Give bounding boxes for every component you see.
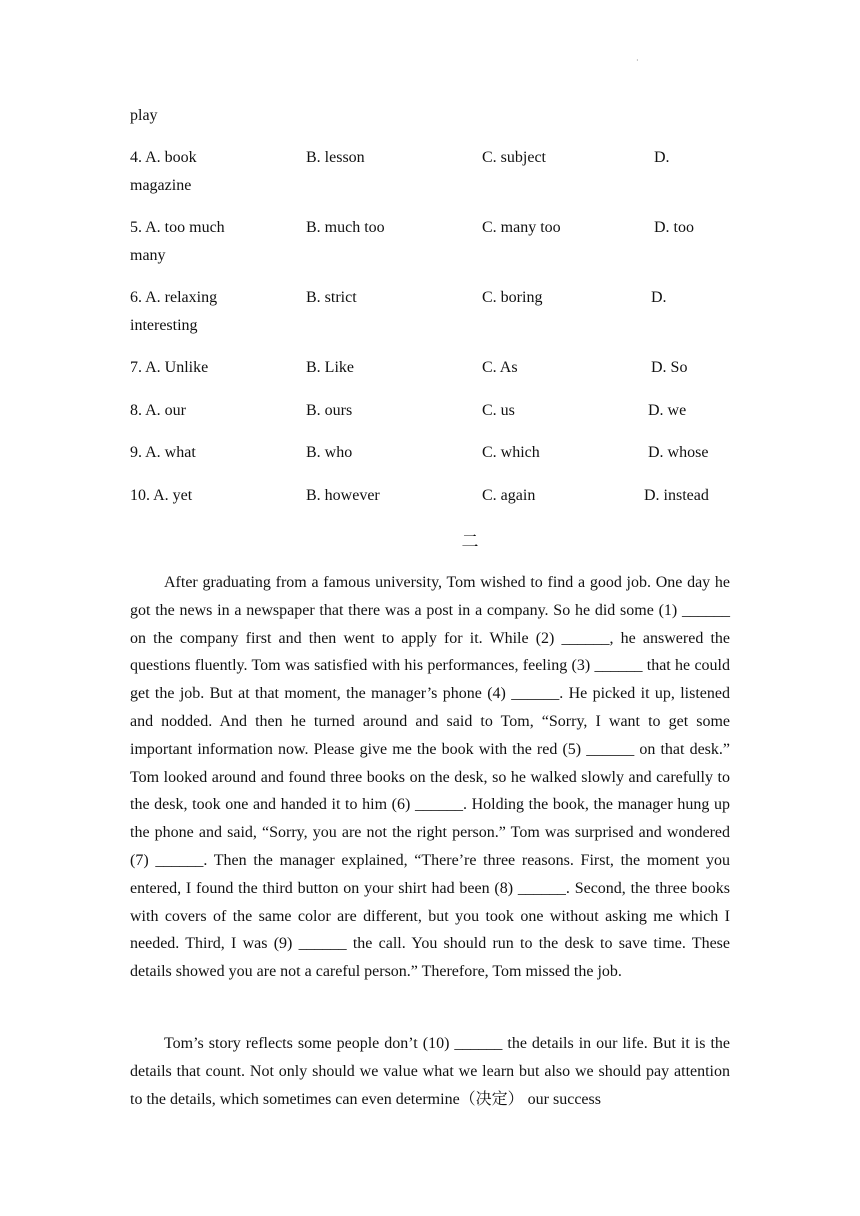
q9-option-a: 9. A. what <box>130 444 196 461</box>
q5-option-b: B. much too <box>306 219 385 236</box>
q9-option-c: C. which <box>482 444 540 461</box>
q6-option-d: D. <box>651 289 667 306</box>
q7-option-c: C. As <box>482 359 518 376</box>
q7-option-b: B. Like <box>306 359 354 376</box>
passage-paragraph-2: Tom’s story reflects some people don’t (10) ______ the details in our life. But it is the details that count. Not only should we value what we learn but also we should pay attention to the details, which sometimes can even determine（决定） our success <box>130 1035 730 1108</box>
passage-paragraph-1: After graduating from a famous university, Tom wished to find a good job. One day he got the news in a newspaper that there was a post in a company. So he did some (1) ______ on the company first and then went to apply for it. While (2) ______, he answered the questions fluently. Tom was satisfied with his performances, feeling (3) ______ that he could get the job. But at that moment, the manager’s phone (4) ______. He picked it up, listened and nodded. And then he turned around and said to Tom, “Sorry, I want to get some important information now. Please give me the book with the red (5) ______ on that desk.” Tom looked around and found three books on the desk, so he walked slowly and carefully to the desk, took one and handed it to him (6) ______. Holding the book, the manager hung up the phone and said, “Sorry, you are not the right person.” Tom was surprised and wondered (7) ______. Then the manager explained, “There’re three reasons. First, the moment you entered, I found the third button on your shirt had been (8) ______. Second, the three books with covers of the same color are different, but you took one without asking me which I needed. Third, I was (9) ______ the call. You should run to the desk to save time. These details showed you are not a careful person.” Therefore, Tom missed the job. <box>130 574 730 981</box>
q4-option-d-wrap: magazine <box>130 177 192 194</box>
q5-option-d: D. too <box>654 219 694 236</box>
q8-option-d: D. we <box>648 402 687 419</box>
q6-option-a: 6. A. relaxing <box>130 289 218 306</box>
q8-option-c: C. us <box>482 402 515 419</box>
q5-option-c: C. many too <box>482 219 561 236</box>
q10-option-d: D. instead <box>644 487 709 504</box>
section-heading: 二 <box>461 532 479 551</box>
q7-option-d: D. So <box>651 359 688 376</box>
q8-option-b: B. ours <box>306 402 353 419</box>
carry-over-text: play <box>130 107 158 124</box>
q9-option-b: B. who <box>306 444 353 461</box>
q5-option-a: 5. A. too much <box>130 219 225 236</box>
q5-option-d-wrap: many <box>130 247 166 264</box>
q10-option-a: 10. A. yet <box>130 487 193 504</box>
q4-option-b: B. lesson <box>306 149 365 166</box>
q6-option-b: B. strict <box>306 289 357 306</box>
q9-option-d: D. whose <box>648 444 709 461</box>
q6-option-c: C. boring <box>482 289 543 306</box>
q8-option-a: 8. A. our <box>130 402 186 419</box>
q10-option-c: C. again <box>482 487 536 504</box>
q7-option-a: 7. A. Unlike <box>130 359 209 376</box>
q6-option-d-wrap: interesting <box>130 317 198 334</box>
q4-option-c: C. subject <box>482 149 546 166</box>
q4-option-a: 4. A. book <box>130 149 197 166</box>
page-mark: · <box>636 56 639 65</box>
q10-option-b: B. however <box>306 487 380 504</box>
q4-option-d: D. <box>654 149 670 166</box>
